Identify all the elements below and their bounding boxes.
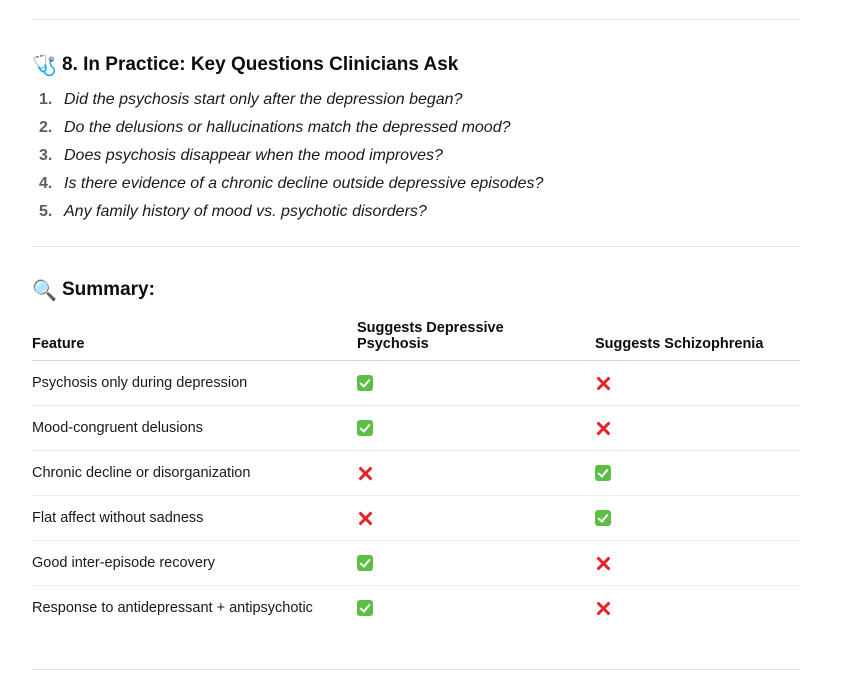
check-mark-icon (357, 375, 373, 391)
summary-table (32, 320, 800, 630)
feature-cell: Mood-congruent delusions (32, 406, 357, 451)
list-item-number: 2. (39, 119, 53, 136)
list-item-text: Did the psychosis start only after the depression began? (64, 91, 463, 108)
section-practice-heading (32, 53, 800, 77)
check-mark-icon (595, 465, 611, 481)
header-schizophrenia: Suggests Schizophrenia (595, 320, 800, 361)
list-item-text: Do the delusions or hallucinations match the depressed mood? (64, 119, 511, 136)
feature-cell: Chronic decline or disorganization (32, 451, 357, 496)
cross-mark-icon (357, 465, 373, 481)
section-summary-heading (32, 278, 800, 302)
list-item (32, 114, 800, 142)
table-row (32, 586, 800, 631)
table-row (32, 406, 800, 451)
list-item-text: Does psychosis disappear when the mood improves? (64, 147, 443, 164)
depressive-cell (357, 541, 595, 586)
table-header-row (32, 320, 800, 361)
divider-top (32, 19, 800, 20)
check-mark-icon (357, 555, 373, 571)
schizophrenia-cell (595, 361, 800, 406)
depressive-cell (357, 586, 595, 631)
list-item-number: 1. (39, 91, 53, 108)
list-item-number: 5. (39, 203, 53, 220)
section-practice-title: 8. In Practice: Key Questions Clinicians Ask (62, 54, 459, 75)
header-feature: Feature (32, 320, 357, 361)
header-depressive-psychosis (357, 320, 595, 361)
cross-mark-icon (595, 375, 611, 391)
magnifying-glass-icon: 🔍 (32, 278, 57, 302)
section-summary-title: Summary: (62, 279, 155, 300)
table-row (32, 496, 800, 541)
questions-list (32, 86, 800, 226)
feature-cell: Good inter-episode recovery (32, 541, 357, 586)
cross-mark-icon (595, 420, 611, 436)
feature-cell: Psychosis only during depression (32, 361, 357, 406)
list-item-number: 4. (39, 175, 53, 192)
cross-mark-icon (357, 510, 373, 526)
document-content (32, 0, 800, 630)
depressive-cell (357, 451, 595, 496)
check-mark-icon (595, 510, 611, 526)
table-row (32, 451, 800, 496)
list-item (32, 170, 800, 198)
depressive-cell (357, 361, 595, 406)
list-item (32, 198, 800, 226)
list-item (32, 86, 800, 114)
feature-cell: Flat affect without sadness (32, 496, 357, 541)
stethoscope-icon: 🩺 (32, 53, 57, 77)
divider-bottom (32, 669, 800, 670)
check-mark-icon (357, 600, 373, 616)
list-item-text: Any family history of mood vs. psychotic disorders? (64, 203, 427, 220)
schizophrenia-cell (595, 541, 800, 586)
schizophrenia-cell (595, 406, 800, 451)
list-item (32, 142, 800, 170)
list-item-text: Is there evidence of a chronic decline outside depressive episodes? (64, 175, 544, 192)
divider-middle (32, 246, 800, 247)
schizophrenia-cell (595, 451, 800, 496)
schizophrenia-cell (595, 496, 800, 541)
schizophrenia-cell (595, 586, 800, 631)
list-item-number: 3. (39, 147, 53, 164)
summary-table-body (32, 361, 800, 631)
header-depressive-psychosis-label: Suggests Depressive Psychosis (357, 320, 504, 352)
table-row (32, 541, 800, 586)
cross-mark-icon (595, 600, 611, 616)
depressive-cell (357, 406, 595, 451)
depressive-cell (357, 496, 595, 541)
cross-mark-icon (595, 555, 611, 571)
feature-cell: Response to antidepressant + antipsychotic (32, 600, 313, 616)
table-row (32, 361, 800, 406)
check-mark-icon (357, 420, 373, 436)
